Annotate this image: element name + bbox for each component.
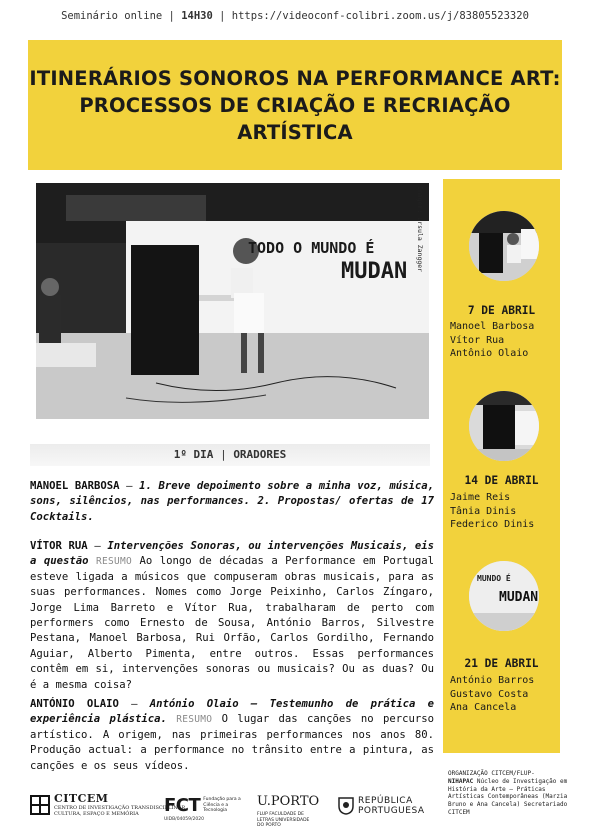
session-speaker: Gustavo Costa — [450, 688, 529, 700]
session-speaker: Ana Cancela — [450, 702, 517, 714]
republica-portuguesa-logo — [338, 796, 424, 816]
citcem-logo — [30, 792, 185, 817]
fct-project-code: UIDB/04059/2020 — [164, 817, 204, 822]
republica-line-1: REPÚBLICA — [358, 796, 413, 806]
uporto-logo — [257, 794, 319, 809]
session-3-photo — [469, 561, 541, 633]
speaker-abstract: O lugar das canções no percurso artístico. A origem, nas primeiras performances nos anos 80. Produção actual: a performance no trânsito entre a pintura, as canções e os seus vídeos. — [30, 713, 434, 772]
session-speaker: Jaime Reis — [450, 492, 511, 503]
performance-photo — [36, 183, 429, 423]
session-speaker: Tânia Dinis — [450, 505, 517, 517]
performance-photo-illustration — [36, 183, 429, 423]
session-2-photo — [469, 391, 541, 463]
organization-group: NIHAPAC — [448, 777, 474, 785]
speaker-talk: 1. Breve depoimento sobre a minha voz, música, sons, silêncios, nas performances. 2. Propostas/ ofertas de 17 Cocktails. — [30, 480, 435, 523]
speaker-name: ANTÓNIO OLAIO — [30, 698, 119, 710]
session-3-thumbnail — [467, 559, 541, 633]
photo-credit-text: Imagem: Ursula Zangger — [416, 186, 424, 273]
fct-sub: Fundação para a Ciência e a Tecnologia — [203, 797, 241, 814]
republica-line-2: PORTUGUESA — [358, 806, 425, 816]
schedule-sidebar — [443, 179, 560, 753]
session-speaker: Vítor Rua — [450, 334, 505, 346]
resumo-label: RESUMO — [95, 556, 133, 568]
session-speaker: António Barros — [450, 675, 535, 686]
citcem-name: CITCEM — [54, 792, 109, 805]
partner-logos — [0, 788, 440, 828]
organization-text: Núcleo de Investigação em História da Arte – Práticas Artísticas Contemporâneas (Marzia Bruno e Ana Cancela) Secretariado CITCEM — [448, 777, 568, 816]
speaker-abstract: Ao longo de décadas a Performance em Portugal esteve ligada a músicos que compuseram obras musicais, para as suas performances. Nomes como Jorge Peixinho, Carlos Zíngaro, Jorge Lima Barreto e Vítor Rua, trabalharam de perto com performers como Ernesto de Sousa, António Barros, Silvestre Pestana, Manoel Barbosa, Rui Orfão, Carlos Gordilho, Fernando Aguiar, Alberto Pimenta, entre outros. Essas performances contêm em si, intervenções sonoras ou musicais? Ou as duas? Ou é a mesma coisa? — [30, 555, 434, 691]
speakers-label: ORADORES — [233, 448, 287, 461]
session-speaker: Manoel Barbosa — [450, 321, 535, 332]
zoom-link[interactable]: https://videoconf-colibri.zoom.us/j/83805523320 — [231, 10, 529, 22]
title-line-1: ITINERÁRIOS SONOROS NA PERFORMANCE ART: — [29, 66, 561, 90]
event-type: Seminário online — [61, 10, 163, 22]
uporto-name: U.PORTO — [257, 794, 320, 809]
title-line-2: PROCESSOS DE CRIAÇÃO E RECRIAÇÃO — [79, 93, 511, 117]
session-3-date: 21 DE ABRIL — [464, 657, 539, 670]
session-3-speakers — [450, 674, 558, 715]
uporto-sub: FLUP FACULDADE DE LETRAS UNIVERSIDADE DO PORTO — [257, 812, 310, 828]
event-title-banner — [28, 40, 562, 170]
speakers-section-header: 1º DIA | ORADORES — [30, 444, 430, 466]
event-info-line: Seminário online | 14H30 | https://videoconf-colibri.zoom.us/j/83805523320 — [61, 10, 529, 22]
resumo-label: RESUMO — [176, 714, 213, 726]
session-2-speakers — [450, 491, 558, 532]
speaker-bio-vitor-rua: VÍTOR RUA – Intervenções Sonoras, ou intervenções Musicais, eis a questão RESUMO Ao longo de décadas a Performance em Portugal esteve ligada a músicos que compuseram obras musicais, para as suas performances. Nomes como Jorge Peixinho, Carlos Zíngaro, Jorge Lima Barreto e Vítor Rua, trabalharam de perto com performers como Ernesto de Sousa, António Barros, Silvestre Pestana, Manoel Barbosa, Rui Orfão, Carlos Gordilho, Fernando Aguiar, Alberto Pimenta, entre outros. Essas performances contêm em si, intervenções sonoras ou musicais? Ou as duas? Ou é a mesma coisa? — [30, 540, 435, 691]
wall-graffiti-2: MUDAN — [341, 259, 408, 284]
session-speaker: Antônio Olaio — [450, 348, 529, 360]
organization-label: ORGANIZAÇÃO CITCEM/FLUP- — [448, 770, 535, 777]
title-line-3: ARTÍSTICA — [237, 120, 353, 144]
speaker-bio-manoel-barbosa: MANOEL BARBOSA – 1. Breve depoimento sobre a minha voz, música, sons, silêncios, nas performances. 2. Propostas/ ofertas de 17 Cocktails. — [30, 480, 435, 523]
citcem-sub-2: CULTURA, ESPAÇO E MEMÓRIA — [54, 811, 139, 817]
thumb-graffiti-1: MUNDO É — [477, 574, 511, 583]
citcem-sub-1: CENTRO DE INVESTIGAÇÃO TRANSDISCIPLINAR — [54, 805, 186, 811]
session-speaker: Federico Dinis — [450, 519, 535, 531]
citcem-mark-icon — [30, 795, 50, 815]
day-label: 1º DIA — [173, 448, 214, 461]
fct-name: FCT — [164, 795, 201, 816]
session-1-speakers — [450, 320, 558, 361]
session-1-thumbnail — [467, 209, 541, 283]
speaker-name: VÍTOR RUA — [30, 540, 88, 552]
speaker-bio-antonio-olaio: ANTÓNIO OLAIO – António Olaio – Testemunho de prática e experiência plástica. RESUMO O lugar das canções no percurso artístico. A origem, nas primeiras performances nos anos 80. Produção actual: a performance no trânsito entre a pintura, as canções e os seus vídeos. — [30, 698, 434, 772]
thumb-graffiti-2: MUDAN — [499, 590, 539, 605]
organization-note — [448, 770, 578, 817]
session-2-thumbnail — [467, 389, 541, 463]
photo-credit — [414, 186, 424, 306]
event-time: 14H30 — [181, 10, 213, 22]
speaker-talk: Intervenções Sonoras, ou intervenções Musicais, eis a questão — [30, 540, 435, 568]
speaker-name: MANOEL BARBOSA — [30, 480, 120, 492]
fct-logo — [164, 795, 251, 816]
session-2-date: 14 DE ABRIL — [464, 474, 539, 487]
speaker-talk: António Olaio – Testemunho de prática e experiência plástica. — [30, 698, 434, 726]
coat-of-arms-icon — [338, 797, 354, 815]
session-1-photo — [469, 211, 541, 283]
wall-graffiti-1: TODO O MUNDO É — [248, 239, 375, 257]
session-1-date: 7 DE ABRIL — [467, 304, 536, 317]
